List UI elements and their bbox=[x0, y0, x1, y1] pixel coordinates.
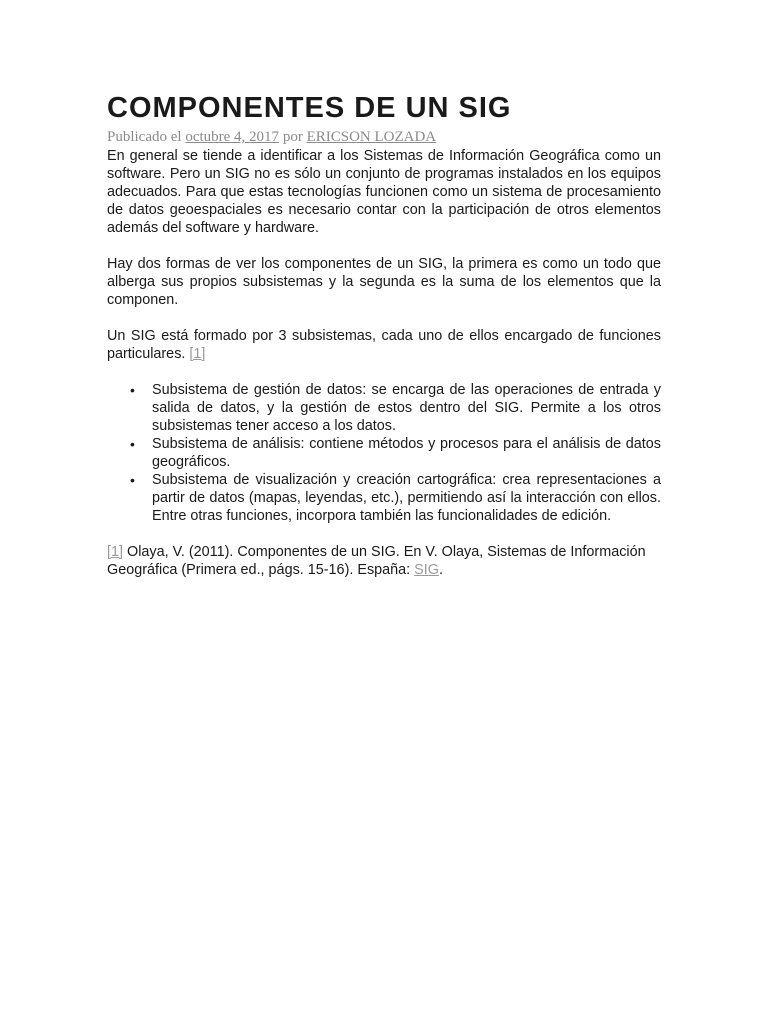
article-title: COMPONENTES DE UN SIG bbox=[107, 92, 512, 124]
list-item bbox=[130, 471, 661, 525]
post-date-link[interactable]: octubre 4, 2017 bbox=[185, 129, 280, 145]
footnote bbox=[107, 543, 661, 579]
list-item-text: Subsistema de análisis: contiene métodos y procesos para el análisis de datos geográficos. bbox=[152, 436, 661, 470]
footnote-end: . bbox=[438, 562, 443, 578]
paragraph-subsystems-intro bbox=[107, 327, 661, 363]
footnote-ref-link[interactable]: [1] bbox=[189, 346, 206, 362]
subsystems-list bbox=[107, 381, 661, 525]
meta-prefix: Publicado el bbox=[107, 129, 186, 145]
list-item bbox=[130, 435, 661, 471]
post-meta bbox=[107, 128, 661, 147]
bullet-icon: • bbox=[130, 382, 135, 398]
subsystems-intro-text: Un SIG está formado por 3 subsistemas, cada uno de ellos encargado de funciones particulares. bbox=[107, 328, 661, 362]
list-item-text: Subsistema de visualización y creación cartográfica: crea representaciones a partir de datos (mapas, leyendas, etc.), permitiendo así la interacción con ellos. Entre otras funciones, incorpora también las funcionalidades de edición. bbox=[152, 472, 661, 524]
list-item bbox=[130, 381, 661, 435]
article bbox=[107, 88, 661, 579]
list-item-text: Subsistema de gestión de datos: se encarga de las operaciones de entrada y salida de datos, y la gestión de estos dentro del SIG. Permite a los otros subsistemas tener acceso a los datos. bbox=[152, 382, 661, 434]
paragraph-views: Hay dos formas de ver los componentes de un SIG, la primera es como un todo que alberga sus propios subsistemas y la segunda es la suma de los elementos que la componen. bbox=[107, 256, 661, 308]
sig-source-link[interactable]: SIG bbox=[414, 562, 439, 578]
meta-by: por bbox=[279, 129, 307, 145]
bullet-icon: • bbox=[130, 472, 135, 488]
footnote-backref-link[interactable]: [1] bbox=[107, 544, 123, 560]
paragraph-intro: En general se tiende a identificar a los Sistemas de Información Geográfica como un software. Pero un SIG no es sólo un conjunto de programas instalados en los equipos adecuados. Para que estas tecnologías funcionen como un sistema de procesamiento de datos geoespaciales es necesario contar con la participación de otros elementos además del software y hardware. bbox=[107, 148, 661, 236]
author-link[interactable]: ERICSON LOZADA bbox=[306, 129, 437, 145]
footnote-text: Olaya, V. (2011). Componentes de un SIG. En V. Olaya, Sistemas de Información Geográfica (Primera ed., págs. 15-16). España: bbox=[107, 544, 646, 578]
bullet-icon: • bbox=[130, 436, 135, 452]
